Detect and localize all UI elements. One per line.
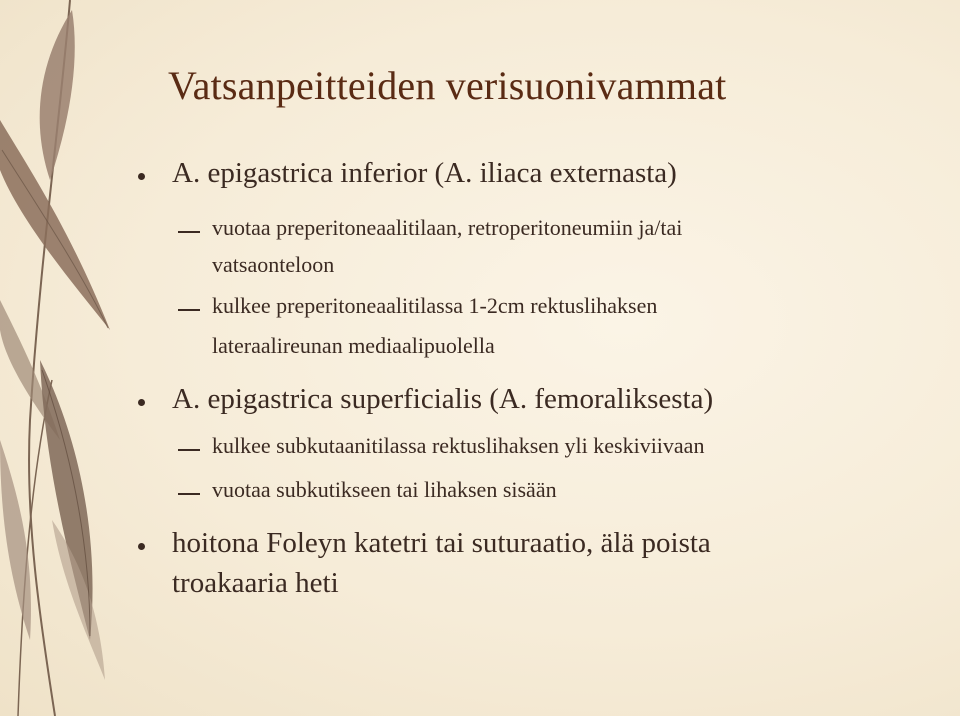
bullet-icon [138,399,145,406]
dash-icon [178,493,200,495]
slide-title: Vatsanpeitteiden verisuonivammat [168,63,727,108]
bullet-icon [138,173,145,180]
sub-bullet-item: vuotaa subkutikseen tai lihaksen sisään [212,477,557,502]
sub-bullet-item-continuation: vatsaonteloon [212,252,335,277]
dash-icon [178,309,200,311]
sub-bullet-item-continuation: lateraalireunan mediaalipuolella [212,333,495,358]
bullet-item: A. epigastrica superficialis (A. femoraliksesta) [172,383,714,415]
bullet-icon [138,543,145,550]
sub-bullet-item: vuotaa preperitoneaalitilaan, retroperitoneumiin ja/tai [212,215,683,240]
bullet-item-continuation: troakaaria heti [172,567,339,599]
bullet-item: A. epigastrica inferior (A. iliaca externasta) [172,157,677,189]
dash-icon [178,449,200,451]
sub-bullet-item: kulkee preperitoneaalitilassa 1-2cm rektuslihaksen [212,293,658,318]
sub-bullet-item: kulkee subkutaanitilassa rektuslihaksen yli keskiviivaan [212,433,705,458]
bullet-item: hoitona Foleyn katetri tai suturaatio, älä poista [172,527,711,559]
dash-icon [178,231,200,233]
leaf-decoration-icon [0,0,140,716]
